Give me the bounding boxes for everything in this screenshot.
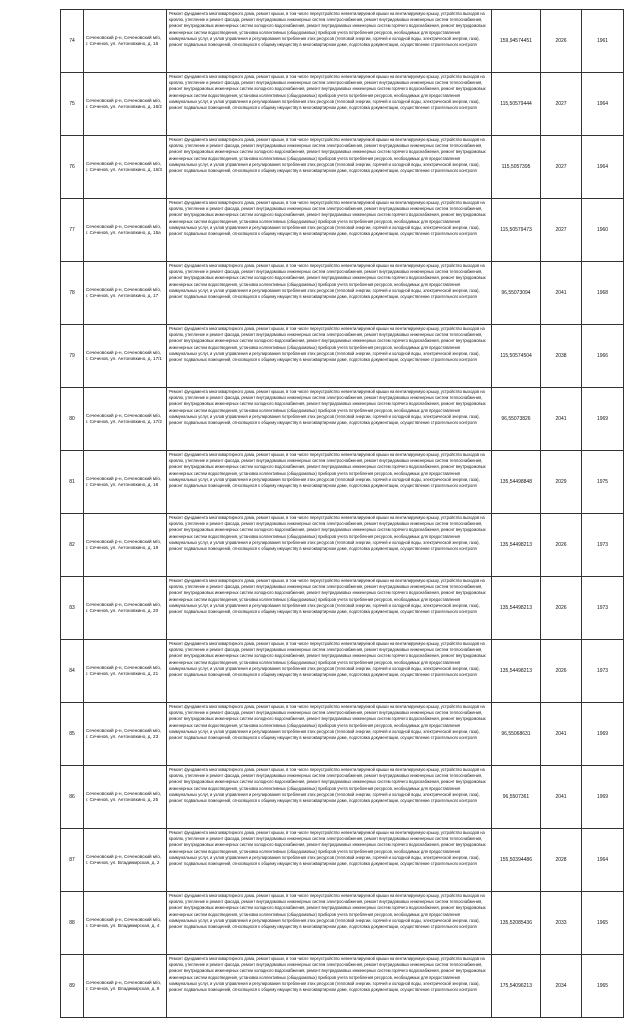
address-cell: Сеченовский р-н, Сеченовский м/о, г. Сеченов, ул. Антоновкино, д. 15а xyxy=(84,199,167,262)
row-number: 76 xyxy=(61,136,84,199)
address-cell: Сеченовский р-н, Сеченовский м/о, г. Сеченов, ул. Антоновкино, д. 17/1 xyxy=(84,325,167,388)
row-number: 78 xyxy=(61,262,84,325)
cost-cell: 96,55068631 xyxy=(492,703,541,766)
row-number: 89 xyxy=(61,955,84,1018)
table-row xyxy=(61,325,624,388)
repair-year-cell: 2028 xyxy=(541,829,582,892)
works-description-cell: Ремонт фундамента многоквартирного дома, ремонт крыши, в том числе переустройство невентилируемой крыши на вентилируемую крышу, устройство выходов на кровлю, утепление и ремонт фасада, ремонт внутридомовых инженерных систем электроснабжения, ремонт внутридомовых инженерных систем теплоснабжения, ремонт внутридомовых инженерных систем холодного водоснабжения, ремонт внутридомовых инженерных систем горячего водоснабжения, ремонт внутридомовых инженерных систем водоотведения, установка коллективных (общедомовых) приборов учета потребления ресурсов, необходимых для предоставления коммунальных услуг, и узлов управления и регулирования потребления этих ресурсов (тепловой энергии, горячей и холодной воды, электрической энергии, газа), ремонт подвальных помещений, относящихся к общему имуществу в многоквартирном доме, подготовка документации, осуществление строительного контроля xyxy=(167,325,492,388)
address-cell: Сеченовский р-н, Сеченовский м/о, г. Сеченов, ул. Антоновкино, д. 17 xyxy=(84,262,167,325)
cost-cell: 175,54096213 xyxy=(492,955,541,1018)
works-description-cell: Ремонт фундамента многоквартирного дома, ремонт крыши, в том числе переустройство невентилируемой крыши на вентилируемую крышу, устройство выходов на кровлю, утепление и ремонт фасада, ремонт внутридомовых инженерных систем электроснабжения, ремонт внутридомовых инженерных систем теплоснабжения, ремонт внутридомовых инженерных систем холодного водоснабжения, ремонт внутридомовых инженерных систем горячего водоснабжения, ремонт внутридомовых инженерных систем водоотведения, установка коллективных (общедомовых) приборов учета потребления ресурсов, необходимых для предоставления коммунальных услуг, и узлов управления и регулирования потребления этих ресурсов (тепловой энергии, горячей и холодной воды, электрической энергии, газа), ремонт подвальных помещений, относящихся к общему имуществу в многоквартирном доме, подготовка документации, осуществление строительного контроля xyxy=(167,388,492,451)
row-number: 74 xyxy=(61,10,84,73)
row-number: 83 xyxy=(61,577,84,640)
table-row xyxy=(61,892,624,955)
table-row xyxy=(61,703,624,766)
works-description-cell: Ремонт фундамента многоквартирного дома, ремонт крыши, в том числе переустройство невентилируемой крыши на вентилируемую крышу, устройство выходов на кровлю, утепление и ремонт фасада, ремонт внутридомовых инженерных систем электроснабжения, ремонт внутридомовых инженерных систем теплоснабжения, ремонт внутридомовых инженерных систем холодного водоснабжения, ремонт внутридомовых инженерных систем горячего водоснабжения, ремонт внутридомовых инженерных систем водоотведения, установка коллективных (общедомовых) приборов учета потребления ресурсов, необходимых для предоставления коммунальных услуг, и узлов управления и регулирования потребления этих ресурсов (тепловой энергии, горячей и холодной воды, электрической энергии, газа), ремонт подвальных помещений, относящихся к общему имуществу в многоквартирном доме, подготовка документации, осуществление строительного контроля xyxy=(167,262,492,325)
repair-year-cell: 2041 xyxy=(541,262,582,325)
build-year-cell: 1969 xyxy=(582,388,624,451)
works-description-cell: Ремонт фундамента многоквартирного дома, ремонт крыши, в том числе переустройство невентилируемой крыши на вентилируемую крышу, устройство выходов на кровлю, утепление и ремонт фасада, ремонт внутридомовых инженерных систем электроснабжения, ремонт внутридомовых инженерных систем теплоснабжения, ремонт внутридомовых инженерных систем холодного водоснабжения, ремонт внутридомовых инженерных систем горячего водоснабжения, ремонт внутридомовых инженерных систем водоотведения, установка коллективных (общедомовых) приборов учета потребления ресурсов, необходимых для предоставления коммунальных услуг, и узлов управления и регулирования потребления этих ресурсов (тепловой энергии, горячей и холодной воды, электрической энергии, газа), ремонт подвальных помещений, относящихся к общему имуществу в многоквартирном доме, подготовка документации, осуществление строительного контроля xyxy=(167,955,492,1018)
table-row xyxy=(61,262,624,325)
build-year-cell: 1969 xyxy=(582,766,624,829)
repair-year-cell: 2027 xyxy=(541,136,582,199)
build-year-cell: 1964 xyxy=(582,829,624,892)
build-year-cell: 1968 xyxy=(582,262,624,325)
works-description-cell: Ремонт фундамента многоквартирного дома, ремонт крыши, в том числе переустройство невентилируемой крыши на вентилируемую крышу, устройство выходов на кровлю, утепление и ремонт фасада, ремонт внутридомовых инженерных систем электроснабжения, ремонт внутридомовых инженерных систем теплоснабжения, ремонт внутридомовых инженерных систем холодного водоснабжения, ремонт внутридомовых инженерных систем горячего водоснабжения, ремонт внутридомовых инженерных систем водоотведения, установка коллективных (общедомовых) приборов учета потребления ресурсов, необходимых для предоставления коммунальных услуг, и узлов управления и регулирования потребления этих ресурсов (тепловой энергии, горячей и холодной воды, электрической энергии, газа), ремонт подвальных помещений, относящихся к общему имуществу в многоквартирном доме, подготовка документации, осуществление строительного контроля xyxy=(167,136,492,199)
address-cell: Сеченовский р-н, Сеченовский м/о, г. Сеченов, ул. Антоновкино, д. 17/2 xyxy=(84,388,167,451)
address-cell: Сеченовский р-н, Сеченовский м/о, г. Сеченов, ул. Владимирская, д. 6 xyxy=(84,955,167,1018)
build-year-cell: 1961 xyxy=(582,10,624,73)
repair-year-cell: 2041 xyxy=(541,766,582,829)
cost-cell: 155,50394486 xyxy=(492,829,541,892)
row-number: 86 xyxy=(61,766,84,829)
works-description-cell: Ремонт фундамента многоквартирного дома, ремонт крыши, в том числе переустройство невентилируемой крыши на вентилируемую крышу, устройство выходов на кровлю, утепление и ремонт фасада, ремонт внутридомовых инженерных систем электроснабжения, ремонт внутридомовых инженерных систем теплоснабжения, ремонт внутридомовых инженерных систем холодного водоснабжения, ремонт внутридомовых инженерных систем горячего водоснабжения, ремонт внутридомовых инженерных систем водоотведения, установка коллективных (общедомовых) приборов учета потребления ресурсов, необходимых для предоставления коммунальных услуг, и узлов управления и регулирования потребления этих ресурсов (тепловой энергии, горячей и холодной воды, электрической энергии, газа), ремонт подвальных помещений, относящихся к общему имуществу в многоквартирном доме, подготовка документации, осуществление строительного контроля xyxy=(167,199,492,262)
repair-year-cell: 2034 xyxy=(541,955,582,1018)
cost-cell: 96,55073094 xyxy=(492,262,541,325)
address-cell: Сеченовский р-н, Сеченовский м/о, г. Сеченов, ул. Антоновкино, д. 18 xyxy=(84,451,167,514)
address-cell: Сеченовский р-н, Сеченовский м/о, г. Сеченов, ул. Антоновкино, д. 16/2 xyxy=(84,73,167,136)
row-number: 85 xyxy=(61,703,84,766)
address-cell: Сеченовский р-н, Сеченовский м/о, г. Сеченов, ул. Антоновкино, д. 16/3 xyxy=(84,136,167,199)
table-row xyxy=(61,766,624,829)
table-row xyxy=(61,136,624,199)
repair-year-cell: 2026 xyxy=(541,640,582,703)
table-row xyxy=(61,73,624,136)
build-year-cell: 1965 xyxy=(582,892,624,955)
row-number: 81 xyxy=(61,451,84,514)
table-row xyxy=(61,955,624,1018)
works-description-cell: Ремонт фундамента многоквартирного дома, ремонт крыши, в том числе переустройство невентилируемой крыши на вентилируемую крышу, устройство выходов на кровлю, утепление и ремонт фасада, ремонт внутридомовых инженерных систем электроснабжения, ремонт внутридомовых инженерных систем теплоснабжения, ремонт внутридомовых инженерных систем холодного водоснабжения, ремонт внутридомовых инженерных систем горячего водоснабжения, ремонт внутридомовых инженерных систем водоотведения, установка коллективных (общедомовых) приборов учета потребления ресурсов, необходимых для предоставления коммунальных услуг, и узлов управления и регулирования потребления этих ресурсов (тепловой энергии, горячей и холодной воды, электрической энергии, газа), ремонт подвальных помещений, относящихся к общему имуществу в многоквартирном доме, подготовка документации, осуществление строительного контроля xyxy=(167,577,492,640)
row-number: 77 xyxy=(61,199,84,262)
works-description-cell: Ремонт фундамента многоквартирного дома, ремонт крыши, в том числе переустройство невентилируемой крыши на вентилируемую крышу, устройство выходов на кровлю, утепление и ремонт фасада, ремонт внутридомовых инженерных систем электроснабжения, ремонт внутридомовых инженерных систем теплоснабжения, ремонт внутридомовых инженерных систем холодного водоснабжения, ремонт внутридомовых инженерных систем горячего водоснабжения, ремонт внутридомовых инженерных систем водоотведения, установка коллективных (общедомовых) приборов учета потребления ресурсов, необходимых для предоставления коммунальных услуг, и узлов управления и регулирования потребления этих ресурсов (тепловой энергии, горячей и холодной воды, электрической энергии, газа), ремонт подвальных помещений, относящихся к общему имуществу в многоквартирном доме, подготовка документации, осуществление строительного контроля xyxy=(167,73,492,136)
cost-cell: 135,54498213 xyxy=(492,640,541,703)
table-row xyxy=(61,388,624,451)
table-row xyxy=(61,451,624,514)
build-year-cell: 1973 xyxy=(582,514,624,577)
capital-repair-table xyxy=(60,9,624,1018)
table-row xyxy=(61,640,624,703)
repair-year-cell: 2029 xyxy=(541,451,582,514)
row-number: 80 xyxy=(61,388,84,451)
cost-cell: 135,52085436 xyxy=(492,892,541,955)
cost-cell: 159,94574451 xyxy=(492,10,541,73)
repair-year-cell: 2026 xyxy=(541,514,582,577)
cost-cell: 96,5507361 xyxy=(492,766,541,829)
cost-cell: 115,50579444 xyxy=(492,73,541,136)
build-year-cell: 1973 xyxy=(582,640,624,703)
repair-year-cell: 2026 xyxy=(541,10,582,73)
repair-year-cell: 2027 xyxy=(541,73,582,136)
build-year-cell: 1969 xyxy=(582,703,624,766)
build-year-cell: 1973 xyxy=(582,577,624,640)
address-cell: Сеченовский р-н, Сеченовский м/о, г. Сеченов, ул. Антоновкино, д. 21 xyxy=(84,640,167,703)
row-number: 84 xyxy=(61,640,84,703)
table-row xyxy=(61,199,624,262)
works-description-cell: Ремонт фундамента многоквартирного дома, ремонт крыши, в том числе переустройство невентилируемой крыши на вентилируемую крышу, устройство выходов на кровлю, утепление и ремонт фасада, ремонт внутридомовых инженерных систем электроснабжения, ремонт внутридомовых инженерных систем теплоснабжения, ремонт внутридомовых инженерных систем холодного водоснабжения, ремонт внутридомовых инженерных систем горячего водоснабжения, ремонт внутридомовых инженерных систем водоотведения, установка коллективных (общедомовых) приборов учета потребления ресурсов, необходимых для предоставления коммунальных услуг, и узлов управления и регулирования потребления этих ресурсов (тепловой энергии, горячей и холодной воды, электрической энергии, газа), ремонт подвальных помещений, относящихся к общему имуществу в многоквартирном доме, подготовка документации, осуществление строительного контроля xyxy=(167,892,492,955)
build-year-cell: 1966 xyxy=(582,325,624,388)
address-cell: Сеченовский р-н, Сеченовский м/о, г. Сеченов, ул. Владимирская, д. 4 xyxy=(84,892,167,955)
table-row xyxy=(61,514,624,577)
address-cell: Сеченовский р-н, Сеченовский м/о, г. Сеченов, ул. Антоновкино, д. 23 xyxy=(84,703,167,766)
row-number: 79 xyxy=(61,325,84,388)
row-number: 75 xyxy=(61,73,84,136)
cost-cell: 115,50579473 xyxy=(492,199,541,262)
repair-year-cell: 2026 xyxy=(541,577,582,640)
build-year-cell: 1975 xyxy=(582,451,624,514)
address-cell: Сеченовский р-н, Сеченовский м/о, г. Сеченов, ул. Антоновкино, д. 20 xyxy=(84,577,167,640)
address-cell: Сеченовский р-н, Сеченовский м/о, г. Сеченов, ул. Антоновкино, д. 19 xyxy=(84,514,167,577)
row-number: 88 xyxy=(61,892,84,955)
cost-cell: 135,54498213 xyxy=(492,514,541,577)
address-cell: Сеченовский р-н, Сеченовский м/о, г. Сеченов, ул. Антоновкино, д. 25 xyxy=(84,766,167,829)
works-description-cell: Ремонт фундамента многоквартирного дома, ремонт крыши, в том числе переустройство невентилируемой крыши на вентилируемую крышу, устройство выходов на кровлю, утепление и ремонт фасада, ремонт внутридомовых инженерных систем электроснабжения, ремонт внутридомовых инженерных систем теплоснабжения, ремонт внутридомовых инженерных систем холодного водоснабжения, ремонт внутридомовых инженерных систем горячего водоснабжения, ремонт внутридомовых инженерных систем водоотведения, установка коллективных (общедомовых) приборов учета потребления ресурсов, необходимых для предоставления коммунальных услуг, и узлов управления и регулирования потребления этих ресурсов (тепловой энергии, горячей и холодной воды, электрической энергии, газа), ремонт подвальных помещений, относящихся к общему имуществу в многоквартирном доме, подготовка документации, осуществление строительного контроля xyxy=(167,766,492,829)
works-description-cell: Ремонт фундамента многоквартирного дома, ремонт крыши, в том числе переустройство невентилируемой крыши на вентилируемую крышу, устройство выходов на кровлю, утепление и ремонт фасада, ремонт внутридомовых инженерных систем электроснабжения, ремонт внутридомовых инженерных систем теплоснабжения, ремонт внутридомовых инженерных систем холодного водоснабжения, ремонт внутридомовых инженерных систем горячего водоснабжения, ремонт внутридомовых инженерных систем водоотведения, установка коллективных (общедомовых) приборов учета потребления ресурсов, необходимых для предоставления коммунальных услуг, и узлов управления и регулирования потребления этих ресурсов (тепловой энергии, горячей и холодной воды, электрической энергии, газа), ремонт подвальных помещений, относящихся к общему имуществу в многоквартирном доме, подготовка документации, осуществление строительного контроля xyxy=(167,451,492,514)
cost-cell: 115,50574504 xyxy=(492,325,541,388)
build-year-cell: 1964 xyxy=(582,136,624,199)
row-number: 87 xyxy=(61,829,84,892)
cost-cell: 135,54498213 xyxy=(492,577,541,640)
repair-year-cell: 2041 xyxy=(541,388,582,451)
table-row xyxy=(61,577,624,640)
repair-year-cell: 2038 xyxy=(541,325,582,388)
address-cell: Сеченовский р-н, Сеченовский м/о, г. Сеченов, ул. Антоновкино, д. 16 xyxy=(84,10,167,73)
works-description-cell: Ремонт фундамента многоквартирного дома, ремонт крыши, в том числе переустройство невентилируемой крыши на вентилируемую крышу, устройство выходов на кровлю, утепление и ремонт фасада, ремонт внутридомовых инженерных систем электроснабжения, ремонт внутридомовых инженерных систем теплоснабжения, ремонт внутридомовых инженерных систем холодного водоснабжения, ремонт внутридомовых инженерных систем горячего водоснабжения, ремонт внутридомовых инженерных систем водоотведения, установка коллективных (общедомовых) приборов учета потребления ресурсов, необходимых для предоставления коммунальных услуг, и узлов управления и регулирования потребления этих ресурсов (тепловой энергии, горячей и холодной воды, электрической энергии, газа), ремонт подвальных помещений, относящихся к общему имуществу в многоквартирном доме, подготовка документации, осуществление строительного контроля xyxy=(167,640,492,703)
build-year-cell: 1965 xyxy=(582,955,624,1018)
works-description-cell: Ремонт фундамента многоквартирного дома, ремонт крыши, в том числе переустройство невентилируемой крыши на вентилируемую крышу, устройство выходов на кровлю, утепление и ремонт фасада, ремонт внутридомовых инженерных систем электроснабжения, ремонт внутридомовых инженерных систем теплоснабжения, ремонт внутридомовых инженерных систем холодного водоснабжения, ремонт внутридомовых инженерных систем горячего водоснабжения, ремонт внутридомовых инженерных систем водоотведения, установка коллективных (общедомовых) приборов учета потребления ресурсов, необходимых для предоставления коммунальных услуг, и узлов управления и регулирования потребления этих ресурсов (тепловой энергии, горячей и холодной воды, электрической энергии, газа), ремонт подвальных помещений, относящихся к общему имуществу в многоквартирном доме, подготовка документации, осуществление строительного контроля xyxy=(167,514,492,577)
cost-cell: 96,55073826 xyxy=(492,388,541,451)
row-number: 82 xyxy=(61,514,84,577)
works-description-cell: Ремонт фундамента многоквартирного дома, ремонт крыши, в том числе переустройство невентилируемой крыши на вентилируемую крышу, устройство выходов на кровлю, утепление и ремонт фасада, ремонт внутридомовых инженерных систем электроснабжения, ремонт внутридомовых инженерных систем теплоснабжения, ремонт внутридомовых инженерных систем холодного водоснабжения, ремонт внутридомовых инженерных систем горячего водоснабжения, ремонт внутридомовых инженерных систем водоотведения, установка коллективных (общедомовых) приборов учета потребления ресурсов, необходимых для предоставления коммунальных услуг, и узлов управления и регулирования потребления этих ресурсов (тепловой энергии, горячей и холодной воды, электрической энергии, газа), ремонт подвальных помещений, относящихся к общему имуществу в многоквартирном доме, подготовка документации, осуществление строительного контроля xyxy=(167,10,492,73)
table-row xyxy=(61,10,624,73)
build-year-cell: 1964 xyxy=(582,73,624,136)
repair-year-cell: 2041 xyxy=(541,703,582,766)
works-description-cell: Ремонт фундамента многоквартирного дома, ремонт крыши, в том числе переустройство невентилируемой крыши на вентилируемую крышу, устройство выходов на кровлю, утепление и ремонт фасада, ремонт внутридомовых инженерных систем электроснабжения, ремонт внутридомовых инженерных систем теплоснабжения, ремонт внутридомовых инженерных систем холодного водоснабжения, ремонт внутридомовых инженерных систем горячего водоснабжения, ремонт внутридомовых инженерных систем водоотведения, установка коллективных (общедомовых) приборов учета потребления ресурсов, необходимых для предоставления коммунальных услуг, и узлов управления и регулирования потребления этих ресурсов (тепловой энергии, горячей и холодной воды, электрической энергии, газа), ремонт подвальных помещений, относящихся к общему имуществу в многоквартирном доме, подготовка документации, осуществление строительного контроля xyxy=(167,703,492,766)
table-row xyxy=(61,829,624,892)
repair-year-cell: 2027 xyxy=(541,199,582,262)
works-description-cell: Ремонт фундамента многоквартирного дома, ремонт крыши, в том числе переустройство невентилируемой крыши на вентилируемую крышу, устройство выходов на кровлю, утепление и ремонт фасада, ремонт внутридомовых инженерных систем электроснабжения, ремонт внутридомовых инженерных систем теплоснабжения, ремонт внутридомовых инженерных систем холодного водоснабжения, ремонт внутридомовых инженерных систем горячего водоснабжения, ремонт внутридомовых инженерных систем водоотведения, установка коллективных (общедомовых) приборов учета потребления ресурсов, необходимых для предоставления коммунальных услуг, и узлов управления и регулирования потребления этих ресурсов (тепловой энергии, горячей и холодной воды, электрической энергии, газа), ремонт подвальных помещений, относящихся к общему имуществу в многоквартирном доме, подготовка документации, осуществление строительного контроля xyxy=(167,829,492,892)
cost-cell: 115,5057395 xyxy=(492,136,541,199)
repair-year-cell: 2033 xyxy=(541,892,582,955)
address-cell: Сеченовский р-н, Сеченовский м/о, г. Сеченов, ул. Владимирская, д. 2 xyxy=(84,829,167,892)
build-year-cell: 1960 xyxy=(582,199,624,262)
cost-cell: 135,54498848 xyxy=(492,451,541,514)
